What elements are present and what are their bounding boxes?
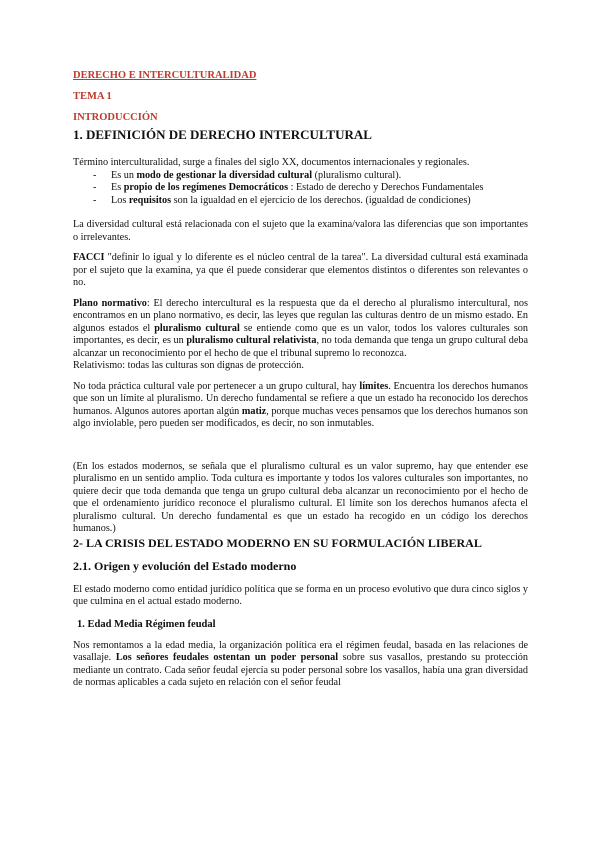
plano-text: se entiende como que es un valor, todos los valores culturales son importantes, es decir, es un — [73, 322, 528, 346]
list-text: Es — [111, 182, 124, 193]
limites-text: . Encuentra los derechos humanos que son un límite al pluralismo. Un derecho fundamental se refiere a que un estado ha reconocido los derechos humanos. Algunos autores aportan algún — [73, 380, 529, 417]
plano-text: : El derecho intercultural es la respuesta que da el derecho al pluralismo intercultural, nos encontramos en un plano normativo, es decir, las leyes que regulan las culturas dentro de un mismo estado. En algunos estados el — [73, 297, 528, 334]
paragraph-diversidad: La diversidad cultural está relacionada con el sujeto que la examina/valora las diferencias que son importantes o irrelevantes. — [73, 219, 528, 243]
intro-heading: INTRODUCCIÓN — [73, 112, 158, 123]
list-item — [93, 170, 528, 183]
paragraph-estados-modernos: (En los estados modernos, se señala que el pluralismo cultural es un valor supremo, hay que entender ese pluralismo en un sentido amplio. Toda cultura es importante y todos los valores culturales son importantes, no quiere decir que toda demanda que tenga un grupo cultural deba alcanzar un reconocimiento por el hecho de que el ordenamiento jurídico reconoce el pluralismo cultural. El límite son los derechos humanos afecta el pluralismo cultural. Un derecho fundamental es que un estado ha recogido en un código los derechos humanos.) — [73, 460, 528, 534]
paragraph-limites — [73, 381, 528, 431]
subsection-origen: 2.1. Origen y evolución del Estado moderno — [73, 558, 297, 573]
list-text: Es un — [111, 169, 137, 181]
list-bold: requisitos — [128, 194, 172, 206]
feudal-text: sobre sus vasallos, prestando su protección mediante un contrato. Cada señor feudal ejercía su poder personal sobre los vasallos, había una gran diversidad de normas aplicables a cada sujeto en relación con el señor feudal — [73, 652, 528, 688]
section1-title: 1. DEFINICIÓN DE DERECHO INTERCULTURAL — [73, 127, 372, 142]
plano-bold: Plano normativo — [73, 297, 147, 309]
paragraph-facci — [73, 252, 528, 290]
plano-text: , no toda demanda que tenga un grupo cultural deba alcanzar un reconocimiento por el hecho de que el tribunal supremo lo reconozca. — [73, 335, 528, 359]
paragraph-relativismo: Relativismo: todas las culturas son dignas de protección. — [73, 360, 304, 371]
definition-list — [73, 170, 528, 208]
limites-text: No toda práctica cultural vale por pertenecer a un grupo cultural, hay — [73, 380, 360, 392]
relativista-bold: pluralismo cultural relativista — [186, 335, 317, 346]
paragraph-intercultural: Término interculturalidad, surge a finales del siglo XX, documentos internacionales y regionales. — [73, 157, 470, 168]
list-bold: propio de los regímenes Democráticos — [123, 182, 289, 193]
paragraph-estado-moderno: El estado moderno como entidad jurídico política que se forma en un proceso evolutivo que dura cinco siglos y que culmina en el actual estado moderno. — [73, 583, 528, 607]
document-content — [73, 70, 528, 690]
limites-bold: límites — [359, 380, 389, 392]
list-bold: modo de gestionar la diversidad cultural — [136, 169, 313, 181]
list-text: Los — [111, 194, 129, 206]
list-item — [93, 195, 528, 208]
section2-title: 2- LA CRISIS DEL ESTADO MODERNO EN SU FORMULACIÓN LIBERAL — [73, 535, 482, 550]
feudal-bold: Los señores feudales ostentan un poder personal — [115, 652, 339, 663]
facci-text: "definir lo igual y lo diferente es el núcleo central de la tarea". La diversidad cultural está examinada por el sujeto que la examina, ya que él puede considerar que elementos distintos o diferentes son relevantes o no. — [73, 252, 528, 288]
facci-bold: FACCI — [73, 252, 105, 263]
feudal-text: Nos remontamos a la edad media, la organización política era el régimen feudal, basada en las relaciones de vasallaje. — [73, 639, 528, 663]
limites-text: , porque muchas veces pensamos que los derechos humanos son algo inviolable, pero pueden ser modificados, es decir, no son inmutables. — [73, 405, 528, 429]
list-item — [93, 182, 528, 195]
list-text: (pluralismo cultural). — [312, 169, 402, 181]
paragraph-feudal — [73, 640, 528, 690]
tema-heading: TEMA 1 — [73, 91, 112, 102]
subsection-edad-media: 1. Edad Media Régimen feudal — [77, 618, 216, 630]
matiz-bold: matiz — [241, 405, 267, 417]
paragraph-plano-normativo — [73, 298, 528, 361]
list-text: son la igualdad en el ejercicio de los derechos. (igualdad de condiciones) — [171, 194, 471, 206]
pluralismo-bold: pluralismo cultural — [154, 322, 240, 334]
course-title: DERECHO E INTERCULTURALIDAD — [73, 70, 257, 81]
list-text: : Estado de derecho y Derechos Fundamentales — [288, 182, 484, 193]
